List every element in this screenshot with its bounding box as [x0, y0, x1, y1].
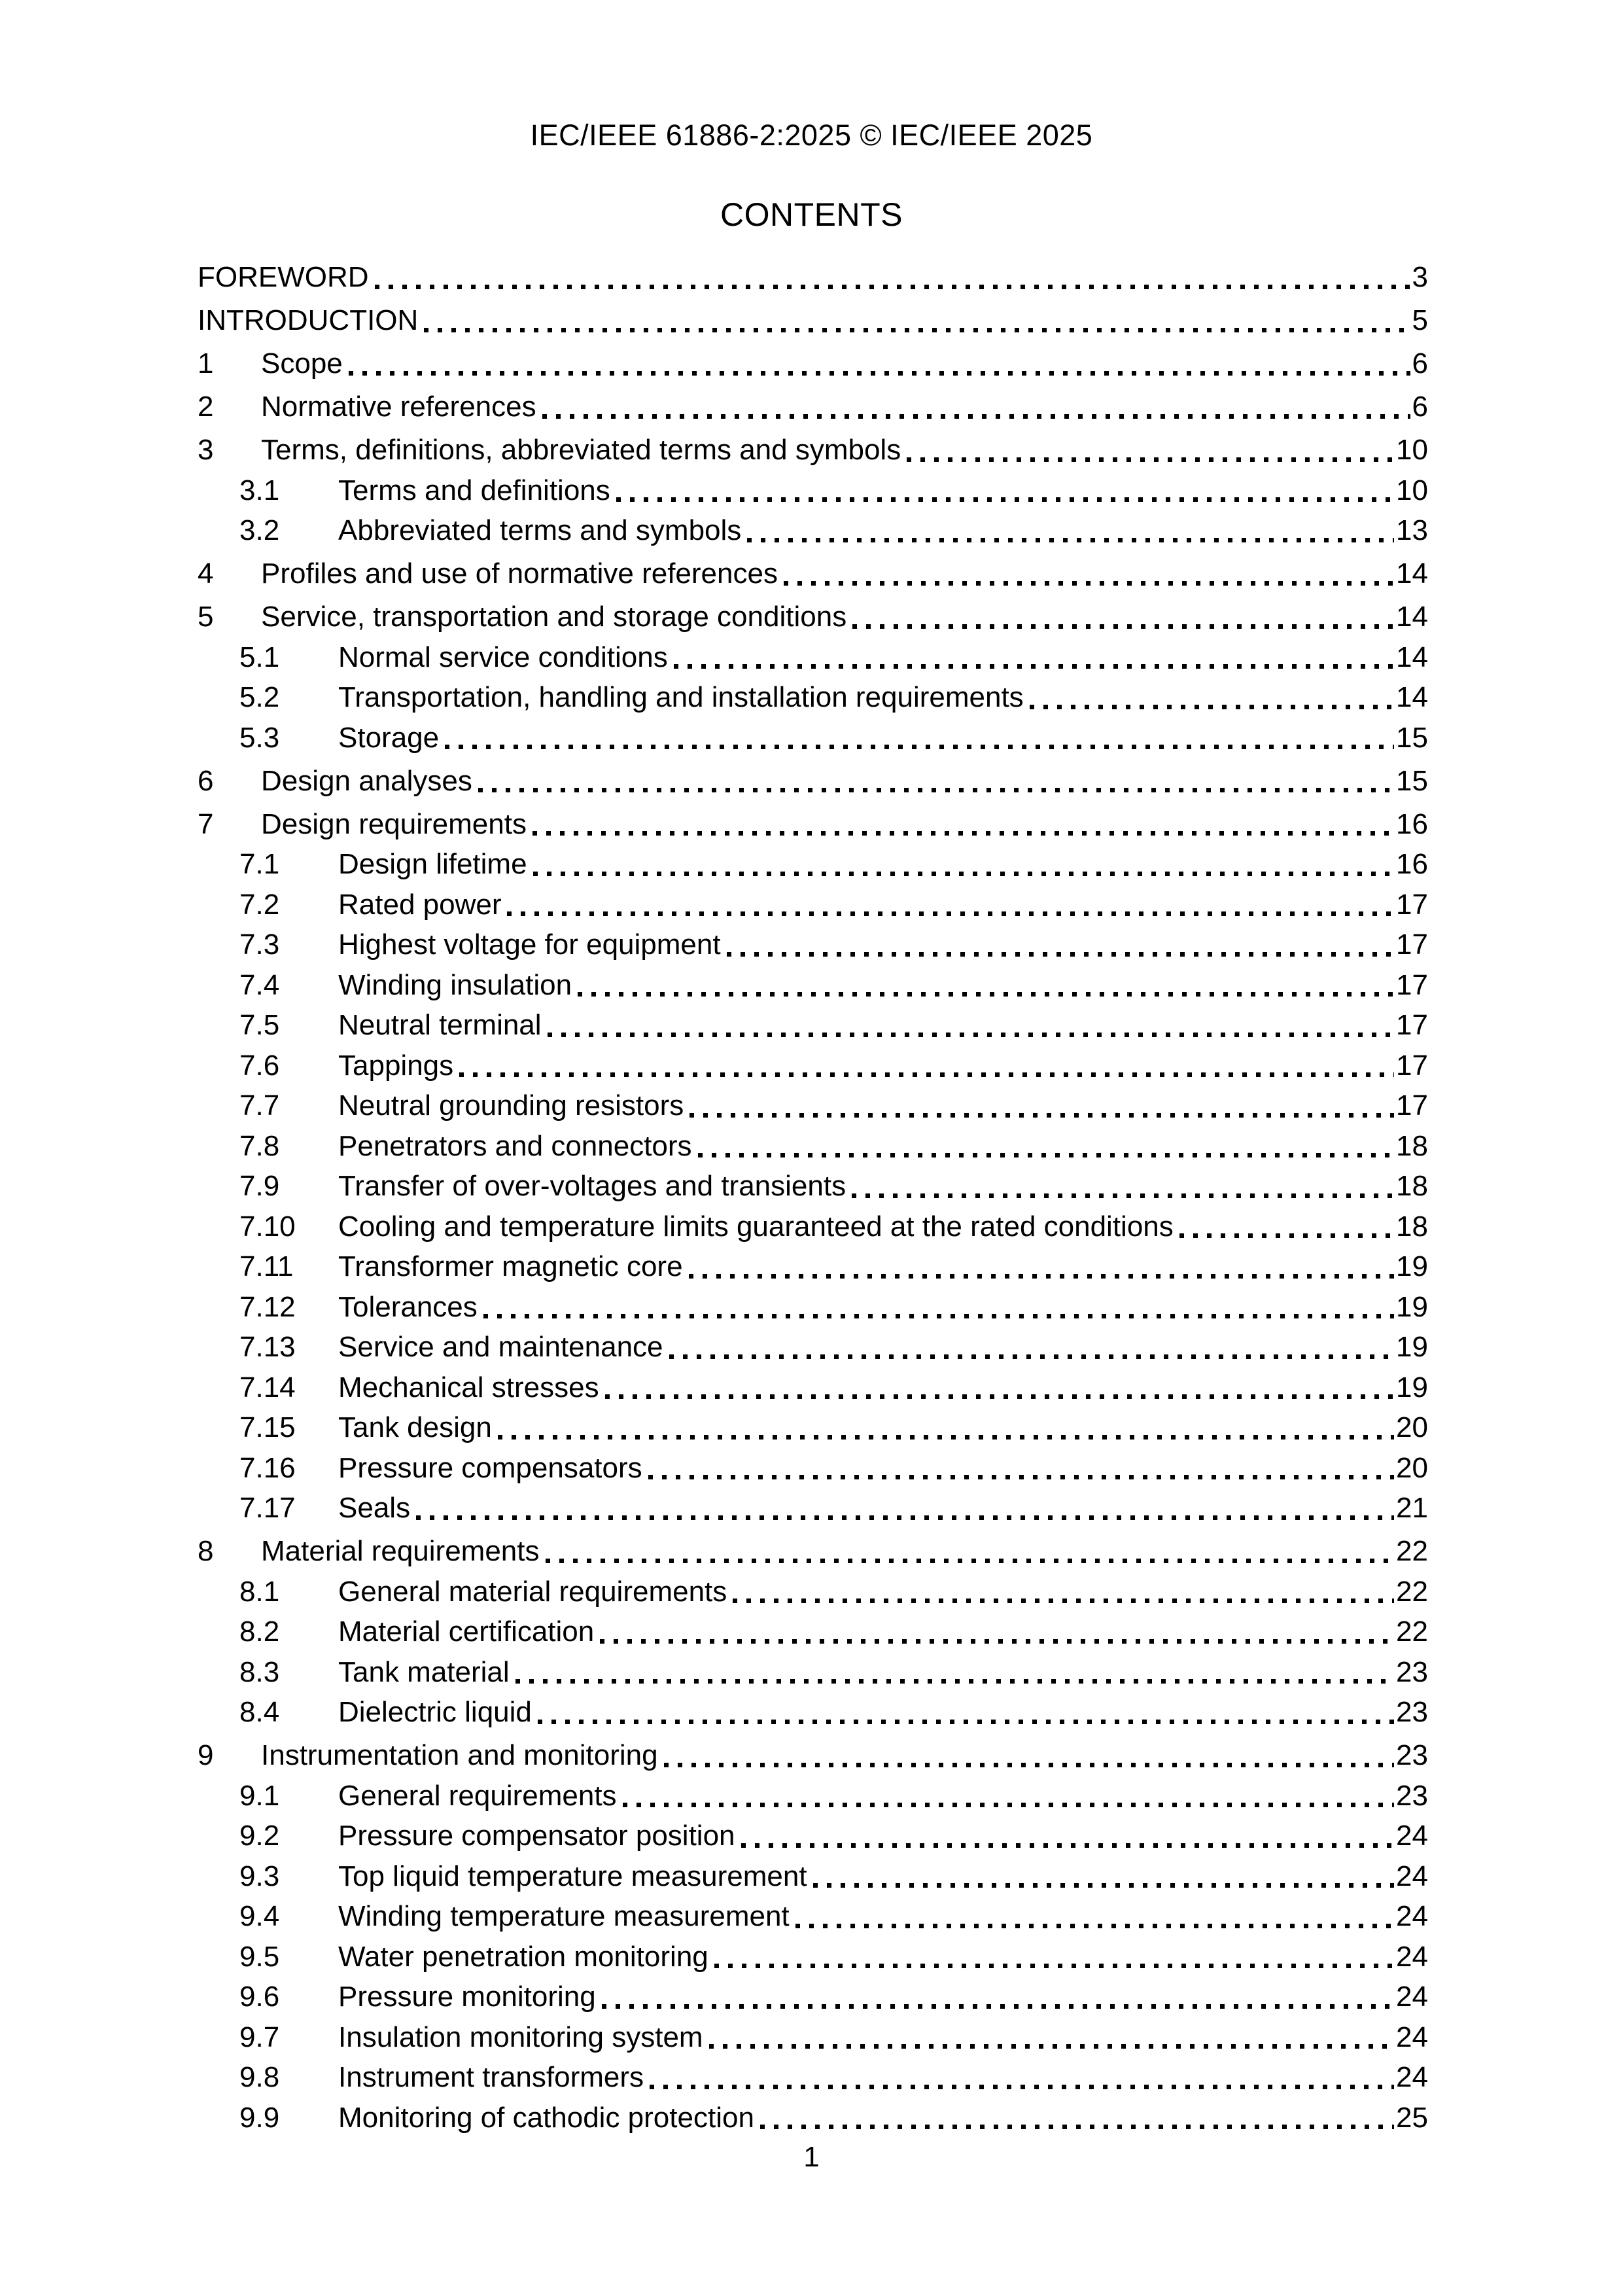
toc-entry-number: 5.1	[239, 641, 280, 673]
toc-entry-page: 23	[1396, 1779, 1428, 1812]
toc-entry-number: 1	[198, 347, 214, 380]
toc-entry-title: General requirements	[338, 1779, 617, 1812]
toc-entry-number: 4	[198, 557, 214, 590]
toc-entry	[198, 1086, 1428, 1126]
toc-entry-title: Instrumentation and monitoring	[261, 1739, 658, 1771]
toc-entry-title: Normative references	[261, 391, 536, 423]
toc-entry-title: Design lifetime	[338, 848, 527, 880]
toc-entry-title: Tank design	[338, 1411, 492, 1443]
toc-entry-page: 24	[1396, 1900, 1428, 1932]
toc-entry-title: Design analyses	[261, 764, 472, 797]
toc-entry	[198, 554, 1428, 594]
toc-entry-number: 3.2	[239, 514, 280, 546]
toc-entry-page: 15	[1396, 764, 1428, 797]
toc-leader-dots	[445, 718, 1394, 758]
toc-leader-dots	[1179, 1207, 1394, 1247]
toc-entry-title: Scope	[261, 347, 343, 380]
toc-entry-title: Pressure compensators	[338, 1451, 642, 1484]
toc-entry	[198, 1692, 1428, 1733]
toc-entry-page: 6	[1412, 347, 1428, 380]
toc-leader-dots	[733, 1572, 1394, 1612]
toc-entry-page: 14	[1396, 601, 1428, 633]
toc-entry-page: 18	[1396, 1210, 1428, 1243]
toc-entry-number: 7.7	[239, 1089, 280, 1122]
toc-entry-title: Design requirements	[261, 807, 527, 840]
toc-entry-title: Abbreviated terms and symbols	[338, 514, 742, 546]
toc-entry	[198, 344, 1428, 384]
toc-entry-page: 5	[1412, 304, 1428, 336]
toc-leader-dots	[538, 1692, 1394, 1733]
toc-entry-number: 7.14	[239, 1371, 296, 1404]
toc-entry-page: 6	[1412, 391, 1428, 423]
toc-leader-dots	[648, 1448, 1394, 1489]
toc-entry-page: 19	[1396, 1290, 1428, 1323]
toc-entry-page: 10	[1396, 474, 1428, 506]
toc-entry-title: Highest voltage for equipment	[338, 928, 721, 961]
toc-entry-number: 7.11	[239, 1250, 294, 1282]
toc-entry-number: 7.13	[239, 1331, 296, 1363]
toc-entry-page: 24	[1396, 1860, 1428, 1892]
toc-entry-page: 17	[1396, 1049, 1428, 1082]
toc-entry-number: 7	[198, 807, 214, 840]
toc-leader-dots	[416, 1488, 1394, 1528]
toc-entry	[198, 1735, 1428, 1776]
toc-entry-page: 25	[1396, 2101, 1428, 2134]
toc-leader-dots	[698, 1126, 1395, 1167]
toc-entry	[198, 470, 1428, 511]
toc-entry-title: Insulation monitoring system	[338, 2021, 703, 2053]
toc-entry-page: 17	[1396, 888, 1428, 921]
toc-entry	[198, 1531, 1428, 1572]
toc-leader-dots	[424, 300, 1410, 341]
toc-leader-dots	[546, 1531, 1395, 1572]
toc-entry-title: Terms and definitions	[338, 474, 610, 506]
toc-entry-title: Material certification	[338, 1616, 595, 1648]
toc-entry-title: Tolerances	[338, 1290, 478, 1323]
toc-entry-page: 20	[1396, 1411, 1428, 1443]
toc-entry-title: Service and maintenance	[338, 1331, 663, 1363]
toc-entry	[198, 925, 1428, 965]
toc-leader-dots	[714, 1937, 1394, 1977]
toc-leader-dots	[349, 344, 1410, 384]
toc-leader-dots	[674, 637, 1394, 678]
toc-entry-number: 5.3	[239, 721, 280, 754]
toc-entry-number: 9.3	[239, 1860, 280, 1892]
toc-entry-number: 8.3	[239, 1655, 280, 1688]
toc-leader-dots	[669, 1327, 1395, 1368]
toc-entry-title: INTRODUCTION	[198, 304, 419, 336]
toc-entry-title: Storage	[338, 721, 440, 754]
toc-leader-dots	[483, 1287, 1394, 1328]
toc-entry-number: 9	[198, 1739, 214, 1771]
toc-leader-dots	[533, 844, 1394, 885]
toc-entry	[198, 300, 1428, 341]
toc-leader-dots	[727, 925, 1394, 965]
toc-entry	[198, 2057, 1428, 2098]
toc-entry-page: 19	[1396, 1371, 1428, 1404]
toc-entry-page: 24	[1396, 1981, 1428, 2013]
toc-leader-dots	[578, 965, 1394, 1006]
toc-entry-title: Pressure monitoring	[338, 1981, 596, 2013]
toc-entry	[198, 1368, 1428, 1408]
toc-entry	[198, 1166, 1428, 1207]
toc-entry-page: 13	[1396, 514, 1428, 546]
toc-leader-dots	[616, 470, 1394, 511]
toc-entry-number: 9.8	[239, 2061, 280, 2093]
toc-entry	[198, 2098, 1428, 2138]
toc-entry-number: 9.6	[239, 1981, 280, 2013]
toc-entry	[198, 677, 1428, 718]
toc-entry-number: 7.1	[239, 848, 280, 880]
toc-entry-page: 23	[1396, 1739, 1428, 1771]
toc-entry-page: 20	[1396, 1451, 1428, 1484]
toc-entry	[198, 1287, 1428, 1328]
toc-entry-title: Rated power	[338, 888, 502, 921]
toc-leader-dots	[375, 257, 1410, 298]
toc-entry	[198, 844, 1428, 885]
toc-entry-title: Cooling and temperature limits guaranteed at the rated conditions	[338, 1210, 1174, 1243]
toc-entry	[198, 1776, 1428, 1816]
toc-entry-title: Winding insulation	[338, 968, 572, 1001]
toc-entry	[198, 1896, 1428, 1937]
toc-leader-dots	[623, 1776, 1395, 1816]
toc-entry-page: 14	[1396, 557, 1428, 590]
toc-entry	[198, 257, 1428, 298]
toc-leader-dots	[907, 430, 1394, 470]
toc-entry-page: 22	[1396, 1575, 1428, 1608]
toc-entry-number: 2	[198, 391, 214, 423]
toc-leader-dots	[689, 1086, 1394, 1126]
toc-entry-page: 18	[1396, 1170, 1428, 1202]
toc-entry-number: 7.17	[239, 1492, 296, 1524]
toc-entry-number: 8.2	[239, 1616, 280, 1648]
toc-entry	[198, 1977, 1428, 2017]
toc-entry-page: 23	[1396, 1696, 1428, 1728]
page-header-running-title: IEC/IEEE 61886-2:2025 © IEC/IEEE 2025	[530, 118, 1093, 152]
toc-entry-number: 5.2	[239, 681, 280, 713]
toc-leader-dots	[498, 1407, 1394, 1448]
toc-leader-dots	[548, 1005, 1394, 1046]
toc-entry-page: 24	[1396, 2021, 1428, 2053]
toc-entry-number: 7.8	[239, 1129, 280, 1162]
toc-leader-dots	[852, 1166, 1394, 1207]
toc-entry	[198, 1005, 1428, 1046]
toc-entry	[198, 1937, 1428, 1977]
toc-leader-dots	[478, 761, 1394, 802]
toc-entry-title: Tappings	[338, 1049, 454, 1082]
toc-entry-title: Neutral terminal	[338, 1009, 542, 1041]
toc-entry-page: 15	[1396, 721, 1428, 754]
toc-entry-number: 7.3	[239, 928, 280, 961]
toc-leader-dots	[650, 2057, 1394, 2098]
toc-entry-number: 6	[198, 764, 214, 797]
toc-entry	[198, 965, 1428, 1006]
toc-entry-title: Monitoring of cathodic protection	[338, 2101, 754, 2134]
toc-entry-page: 3	[1412, 261, 1428, 293]
toc-entry	[198, 1246, 1428, 1287]
toc-entry-number: 7.12	[239, 1290, 296, 1323]
toc-entry-number: 9.7	[239, 2021, 280, 2053]
toc-entry-title: Mechanical stresses	[338, 1371, 599, 1404]
toc-entry-page: 14	[1396, 681, 1428, 713]
toc-entry-number: 8.4	[239, 1696, 280, 1728]
toc-entry-number: 9.5	[239, 1940, 280, 1973]
toc-entry-page: 24	[1396, 2061, 1428, 2093]
toc-leader-dots	[741, 1816, 1395, 1856]
toc-entry-number: 3.1	[239, 474, 280, 506]
toc-leader-dots	[760, 2098, 1394, 2138]
toc-leader-dots	[532, 804, 1394, 845]
toc-entry	[198, 597, 1428, 637]
toc-entry	[198, 1448, 1428, 1489]
toc-entry-title: General material requirements	[338, 1575, 727, 1608]
toc-entry	[198, 1046, 1428, 1086]
toc-entry	[198, 510, 1428, 551]
toc-entry-number: 8	[198, 1535, 214, 1567]
toc-entry	[198, 1612, 1428, 1652]
toc-entry-title: Transfer of over-voltages and transients	[338, 1170, 846, 1202]
toc-entry-page: 14	[1396, 641, 1428, 673]
toc-entry	[198, 718, 1428, 758]
toc-entry-number: 7.16	[239, 1451, 296, 1484]
toc-leader-dots	[600, 1612, 1394, 1652]
toc-leader-dots	[605, 1368, 1394, 1408]
toc-entry-page: 19	[1396, 1331, 1428, 1363]
toc-entry	[198, 885, 1428, 925]
toc-entry-number: 7.4	[239, 968, 280, 1001]
toc-entry-page: 17	[1396, 928, 1428, 961]
toc-leader-dots	[602, 1977, 1394, 2017]
toc-entry-page: 19	[1396, 1250, 1428, 1282]
toc-entry	[198, 1652, 1428, 1693]
toc-leader-dots	[664, 1735, 1394, 1776]
toc-entry-number: 8.1	[239, 1575, 280, 1608]
toc-entry-number: 7.6	[239, 1049, 280, 1082]
toc-entry-title: Material requirements	[261, 1535, 540, 1567]
toc-entry-page: 22	[1396, 1616, 1428, 1648]
toc-entry-title: Neutral grounding resistors	[338, 1089, 684, 1122]
toc-entry-number: 9.4	[239, 1900, 280, 1932]
page-number: 1	[803, 2141, 820, 2173]
toc-entry-title: Penetrators and connectors	[338, 1129, 692, 1162]
toc-entry-page: 23	[1396, 1655, 1428, 1688]
toc-entry-page: 16	[1396, 807, 1428, 840]
toc-entry-title: Profiles and use of normative references	[261, 557, 778, 590]
toc-leader-dots	[813, 1856, 1394, 1897]
toc-entry	[198, 1126, 1428, 1167]
toc-entry-title: Seals	[338, 1492, 411, 1524]
toc-leader-dots	[689, 1246, 1395, 1287]
toc-leader-dots	[1030, 677, 1394, 718]
toc-entry-title: FOREWORD	[198, 261, 369, 293]
toc-entry-number: 7.5	[239, 1009, 280, 1041]
toc-entry	[198, 1407, 1428, 1448]
toc-entry-number: 7.15	[239, 1411, 296, 1443]
toc-entry	[198, 1488, 1428, 1528]
toc-entry-number: 7.2	[239, 888, 280, 921]
toc-entry-title: Winding temperature measurement	[338, 1900, 790, 1932]
toc-entry-page: 24	[1396, 1940, 1428, 1973]
contents-title: CONTENTS	[720, 196, 903, 233]
toc-entry-number: 7.10	[239, 1210, 296, 1243]
toc-entry-title: Transformer magnetic core	[338, 1250, 683, 1282]
toc-entry	[198, 1207, 1428, 1247]
toc-entry	[198, 761, 1428, 802]
toc-entry-title: Tank material	[338, 1655, 510, 1688]
toc-entry-title: Transportation, handling and installation requirements	[338, 681, 1024, 713]
toc-entry	[198, 387, 1428, 427]
toc-entry-title: Water penetration monitoring	[338, 1940, 708, 1973]
toc-entry	[198, 804, 1428, 845]
toc-entry-number: 9.2	[239, 1820, 280, 1852]
toc-entry-title: Dielectric liquid	[338, 1696, 532, 1728]
toc-entry-page: 21	[1396, 1492, 1428, 1524]
toc-leader-dots	[459, 1046, 1394, 1086]
toc-entry	[198, 1816, 1428, 1856]
toc-leader-dots	[795, 1896, 1394, 1937]
toc-entry-number: 7.9	[239, 1170, 280, 1202]
toc-leader-dots	[542, 387, 1410, 427]
table-of-contents	[198, 257, 1428, 2138]
toc-entry	[198, 1856, 1428, 1897]
toc-leader-dots	[709, 2017, 1394, 2058]
toc-entry-page: 24	[1396, 1820, 1428, 1852]
toc-entry	[198, 637, 1428, 678]
toc-entry-title: Instrument transformers	[338, 2061, 644, 2093]
toc-entry-title: Terms, definitions, abbreviated terms and symbols	[261, 434, 901, 466]
toc-entry	[198, 1327, 1428, 1368]
toc-entry	[198, 2017, 1428, 2058]
toc-entry-page: 17	[1396, 1089, 1428, 1122]
toc-entry-number: 9.9	[239, 2101, 280, 2134]
toc-entry-number: 9.1	[239, 1779, 280, 1812]
toc-entry-title: Service, transportation and storage conditions	[261, 601, 847, 633]
toc-entry-page: 18	[1396, 1129, 1428, 1162]
toc-entry-page: 10	[1396, 434, 1428, 466]
toc-leader-dots	[747, 510, 1394, 551]
toc-entry-page: 17	[1396, 1009, 1428, 1041]
toc-entry-number: 3	[198, 434, 214, 466]
toc-entry	[198, 1572, 1428, 1612]
toc-entry-page: 16	[1396, 848, 1428, 880]
toc-leader-dots	[784, 554, 1394, 594]
toc-entry-title: Normal service conditions	[338, 641, 668, 673]
toc-entry-number: 5	[198, 601, 214, 633]
toc-entry-page: 17	[1396, 968, 1428, 1001]
toc-entry-page: 22	[1396, 1535, 1428, 1567]
toc-leader-dots	[852, 597, 1394, 637]
toc-entry-title: Top liquid temperature measurement	[338, 1860, 807, 1892]
toc-entry-title: Pressure compensator position	[338, 1820, 735, 1852]
toc-entry	[198, 430, 1428, 470]
toc-leader-dots	[507, 885, 1394, 925]
toc-leader-dots	[515, 1652, 1394, 1693]
